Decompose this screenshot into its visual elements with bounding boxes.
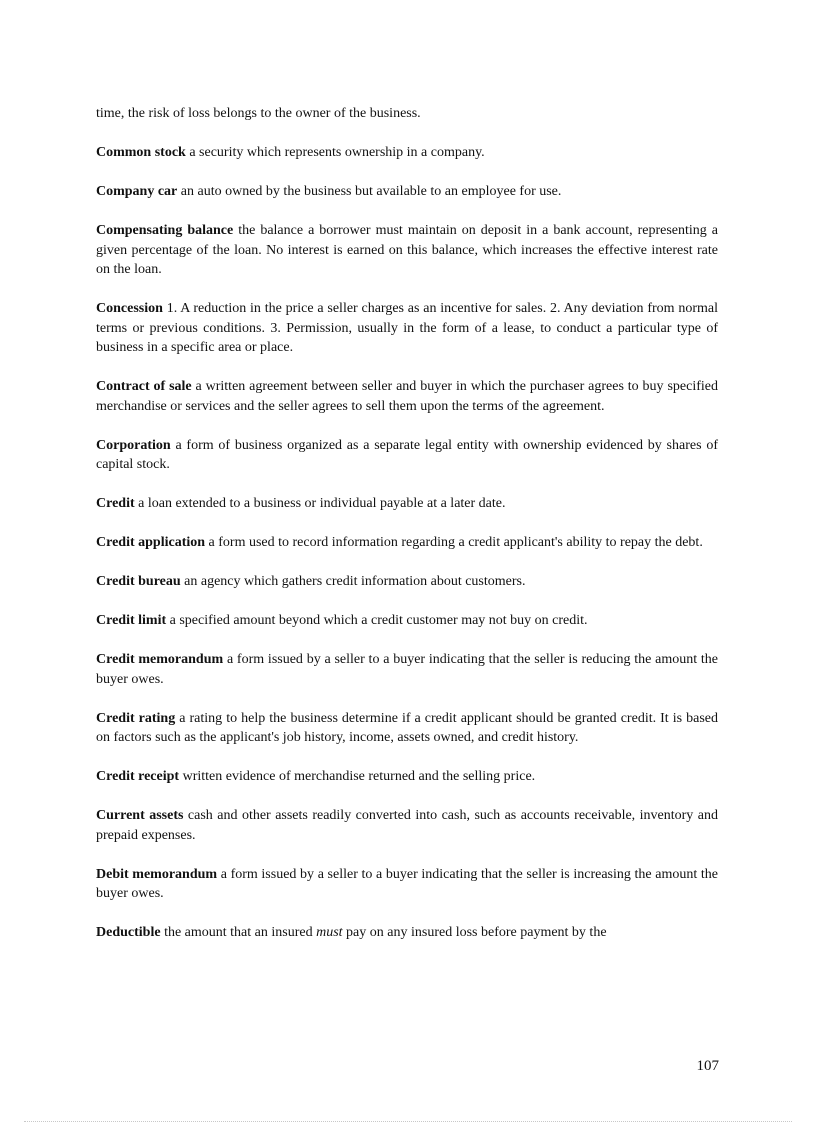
glossary-entry-corporation (96, 436, 718, 475)
glossary-term: Credit receipt (96, 769, 180, 784)
glossary-entry-company-car (96, 182, 718, 202)
glossary-entry-credit-rating (96, 709, 718, 748)
lead-paragraph: time, the risk of loss belongs to the owner of the business. (96, 106, 421, 121)
glossary-term: Current assets (96, 808, 184, 823)
glossary-entry-common-stock (96, 143, 718, 163)
glossary-term: Credit rating (96, 710, 176, 726)
glossary-entry-deductible (96, 923, 718, 943)
emphasis-text: must (316, 925, 343, 940)
page-bottom-divider (24, 1121, 792, 1122)
glossary-definition: a form used to record information regarding a credit applicant's ability to repay the debt. (205, 535, 703, 550)
glossary-definition: a form issued by a seller to a buyer indicating that the seller is increasing the amount the buyer owes. (96, 866, 718, 901)
glossary-definition: a written agreement between seller and buyer in which the purchaser agrees to buy specified merchandise or services and the seller agrees to sell them upon the terms of the agreement. (96, 379, 718, 414)
glossary-entry-credit-application (96, 533, 718, 553)
glossary-entry-credit-limit (96, 611, 718, 631)
glossary-definition: the balance a borrower must maintain on deposit in a bank account, representing a given percentage of the loan. No interest is earned on this balance, which increases the effective interest rate on the loan. (96, 223, 718, 277)
glossary-entry-credit-bureau (96, 572, 718, 592)
glossary-term: Credit limit (96, 613, 167, 628)
glossary-definition: a form of business organized as a separate legal entity with ownership evidenced by shares of capital stock. (96, 437, 718, 472)
glossary-term: Corporation (96, 437, 171, 453)
glossary-term: Contract of sale (96, 379, 192, 394)
glossary-entry-credit-memorandum (96, 650, 718, 689)
glossary-term: Credit (96, 496, 135, 511)
glossary-entry-credit-receipt (96, 767, 718, 787)
glossary-term: Concession (96, 301, 163, 316)
glossary-term: Credit application (96, 535, 206, 550)
glossary-definition: a rating to help the business determine if a credit applicant should be granted credit. It is based on factors such as the applicant's job history, income, assets owned, and credit history. (96, 710, 718, 745)
glossary-definition-continued: pay on any insured loss before payment by the (342, 925, 607, 940)
glossary-term: Compensating balance (96, 223, 234, 238)
glossary-definition: 1. A reduction in the price a seller charges as an incentive for sales. 2. Any deviation from normal terms or previous conditions. 3. Permission, usually in the form of a lease, to conduct a particular type of business in a specific area or place. (96, 301, 718, 355)
glossary-term: Credit memorandum (96, 652, 224, 667)
glossary-definition: a specified amount beyond which a credit customer may not buy on credit. (166, 613, 588, 628)
glossary-term: Company car (96, 184, 178, 199)
glossary-definition: an agency which gathers credit information about customers. (180, 574, 526, 589)
glossary-term: Deductible (96, 925, 161, 940)
glossary-entry-compensating-balance (96, 221, 718, 280)
glossary-entry-debit-memorandum (96, 865, 718, 904)
glossary-definition: a form issued by a seller to a buyer indicating that the seller is reducing the amount the buyer owes. (96, 652, 718, 687)
page-number: 107 (696, 1058, 719, 1074)
glossary-definition: the amount that an insured (160, 925, 317, 940)
glossary-definition: an auto owned by the business but available to an employee for use. (177, 184, 562, 199)
glossary-entry-current-assets (96, 806, 718, 845)
glossary-entry-credit (96, 494, 718, 514)
glossary-definition: written evidence of merchandise returned and the selling price. (179, 769, 536, 784)
glossary-entry-contract-of-sale (96, 377, 718, 416)
glossary-definition: a security which represents ownership in a company. (185, 145, 485, 160)
glossary-term: Debit memorandum (96, 866, 218, 882)
glossary-term: Credit bureau (96, 574, 181, 589)
glossary-entry-concession (96, 299, 718, 358)
glossary-term: Common stock (96, 145, 186, 160)
glossary-definition: a loan extended to a business or individual payable at a later date. (134, 496, 506, 511)
glossary-body (96, 104, 718, 962)
glossary-definition: cash and other assets readily converted into cash, such as accounts receivable, inventory and prepaid expenses. (96, 808, 718, 843)
